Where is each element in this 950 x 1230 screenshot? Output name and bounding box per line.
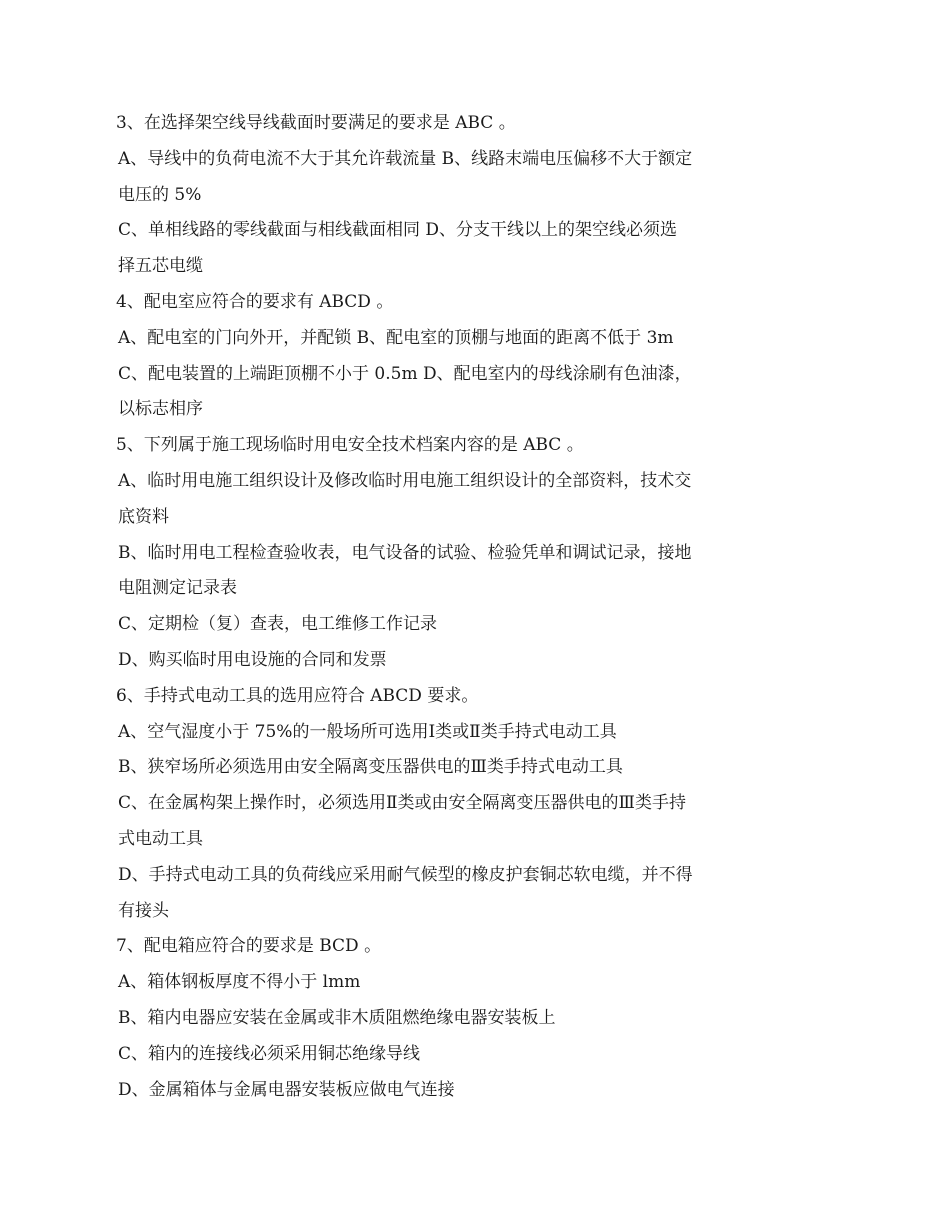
option-continuation: 式电动工具 <box>118 828 203 849</box>
option-line: C、在金属构架上操作时，必须选用Ⅱ类或由安全隔离变压器供电的Ⅲ类手持 <box>118 793 686 814</box>
option-continuation: 以标志相序 <box>118 399 203 420</box>
option-continuation: 底资料 <box>118 506 169 527</box>
option-line: C、箱内的连接线必须采用铜芯绝缘导线 <box>118 1043 421 1064</box>
option-line: B、临时用电工程检查验收表，电气设备的试验、检验凭单和调试记录，接地 <box>118 542 692 563</box>
option-line: B、狭窄场所必须选用由安全隔离变压器供电的Ⅲ类手持式电动工具 <box>118 757 623 778</box>
option-line: C、单相线路的零线截面与相线截面相同 D、分支干线以上的架空线必须选 <box>118 220 678 241</box>
option-line: B、箱内电器应安装在金属或非木质阻燃绝缘电器安装板上 <box>118 1007 556 1028</box>
question-6: 6、手持式电动工具的选用应符合 ABCD 要求。 <box>116 685 479 706</box>
question-4: 4、配电室应符合的要求有 ABCD 。 <box>116 291 394 312</box>
option-line: D、金属箱体与金属电器安装板应做电气连接 <box>118 1079 455 1100</box>
option-continuation: 有接头 <box>118 900 169 921</box>
option-line: D、手持式电动工具的负荷线应采用耐气候型的橡皮护套铜芯软电缆，并不得 <box>118 864 693 885</box>
option-line: A、空气湿度小于 75%的一般场所可选用Ⅰ类或Ⅱ类手持式电动工具 <box>118 721 617 742</box>
option-line: C、定期检（复）查表，电工维修工作记录 <box>118 614 438 635</box>
document-body <box>116 106 756 1108</box>
option-line: A、导线中的负荷电流不大于其允许载流量 B、线路末端电压偏移不大于额定 <box>118 148 693 169</box>
option-line: A、临时用电施工组织设计及修改临时用电施工组织设计的全部资料，技术交 <box>118 470 692 491</box>
option-line: A、配电室的门向外开，并配锁 B、配电室的顶棚与地面的距离不低于 3m <box>118 327 674 348</box>
option-line: A、箱体钢板厚度不得小于 lmm <box>118 972 361 993</box>
question-5: 5、下列属于施工现场临时用电安全技术档案内容的是 ABC 。 <box>116 435 584 456</box>
option-line: C、配电装置的上端距顶棚不小于 0.5m D、配电室内的母线涂刷有色油漆， <box>118 363 692 384</box>
option-continuation: 电压的 5% <box>118 184 202 205</box>
question-3: 3、在选择架空线导线截面时要满足的要求是 ABC 。 <box>116 113 516 133</box>
option-continuation: 择五芯电缆 <box>118 256 203 277</box>
question-7: 7、配电箱应符合的要求是 BCD 。 <box>116 936 382 957</box>
option-continuation: 电阻测定记录表 <box>118 578 237 599</box>
option-line: D、购买临时用电设施的合同和发票 <box>118 649 387 670</box>
